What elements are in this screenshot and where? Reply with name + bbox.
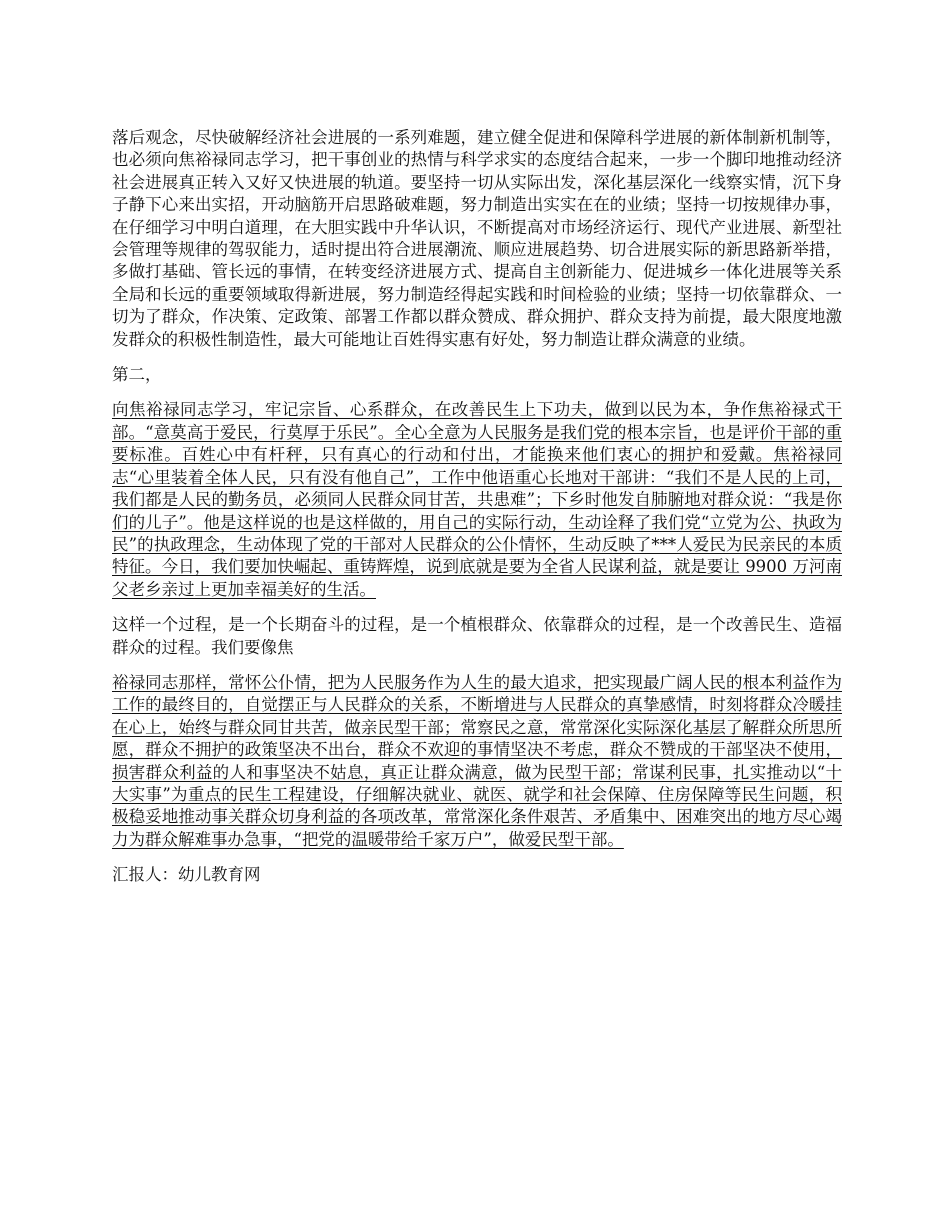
paragraph-4-underlined: 裕禄同志那样，常怀公仆情，把为人民服务作为人生的最大追求，把实现最广阔人民的根本利益作为工作的最终目的，自觉摆正与人民群众的关系，不断增进与人民群众的真挚感情，时刻将群众冷暖挂在心上，始终与群众同甘共苦，做亲民型干部；常察民之意，常常深化实际深化基层了解群众所思所愿，群众不拥护的政策坚决不出台，群众不欢迎的事情坚决不考虑，群众不赞成的干部坚决不使用，损害群众利益的人和事坚决不姑息，真正让群众满意，做为民型干部；常谋利民事，扎实推动以“十大实事”为重点的民生工程建设，仔细解决就业、就医、就学和社会保障、住房保障等民生问题，积极稳妥地推动事关群众切身利益的各项改革，常常深化条件艰苦、矛盾集中、困难突出的地方尽心竭力为群众解难事办急事，“把党的温暖带给千家万户”，做爱民型干部。	[112, 672, 842, 849]
paragraph-1: 落后观念，尽快破解经济社会进展的一系列难题，建立健全促进和保障科学进展的新体制新机制等，也必须向焦裕禄同志学习，把干事创业的热情与科学求实的态度结合起来，一步一个脚印地推动经济社会进展真正转入又好又快进展的轨道。要坚持一切从实际出发，深化基层深化一线察实情，沉下身子静下心来出实招，开动脑筋开启思路破难题，努力制造出实实在在的业绩；坚持一切按规律办事，在仔细学习中明白道理，在大胆实践中升华认识，不断提高对市场经济运行、现代产业进展、新型社会管理等规律的驾驭能力，适时提出符合进展潮流、顺应进展趋势、切合进展实际的新思路新举措，多做打基础、管长远的事情，在转变经济进展方式、提高自主创新能力、促进城乡一体化进展等关系全局和长远的重要领域取得新进展，努力制造经得起实践和时间检验的业绩；坚持一切依靠群众、一切为了群众，作决策、定政策、部署工作都以群众赞成、群众拥护、群众支持为前提，最大限度地激发群众的积极性制造性，最大可能地让百姓得实惠有好处，努力制造让群众满意的业绩。	[112, 128, 842, 349]
paragraph-3: 这样一个过程，是一个长期奋斗的过程，是一个植根群众、依靠群众的过程，是一个改善民生、造福群众的过程。我们要像焦	[112, 615, 842, 657]
paragraph-2-underlined: 向焦裕禄同志学习，牢记宗旨、心系群众，在改善民生上下功夫，做到以民为本，争作焦裕禄式干部。“意莫高于爱民，行莫厚于乐民”。全心全意为人民服务是我们党的根本宗旨，也是评价干部的重要标准。百姓心中有杆秤，只有真心的行动和付出，才能换来他们衷心的拥护和爱戴。焦裕禄同志“心里装着全体人民，只有没有他自己”，工作中他语重心长地对干部讲：“我们不是人民的上司，我们都是人民的勤务员，必须同人民群众同甘苦，共患难”；下乡时他发自肺腑地对群众说：“我是你们的儿子”。他是这样说的也是这样做的，用自己的实际行动，生动诠释了我们党“立党为公、执政为民”的执政理念，生动体现了党的干部对人民群众的公仆情怀，生动反映了***人爱民为民亲民的本质特征。今日，我们要加快崛起、重铸辉煌，说到底就是要为全省人民谋利益，就是要让 9900 万河南父老乡亲过上更加幸福美好的生活。	[112, 400, 842, 599]
document-page	[112, 127, 842, 900]
reporter-line: 汇报人：幼儿教育网	[112, 865, 261, 885]
paragraph-heading-second: 第二，	[112, 365, 162, 385]
